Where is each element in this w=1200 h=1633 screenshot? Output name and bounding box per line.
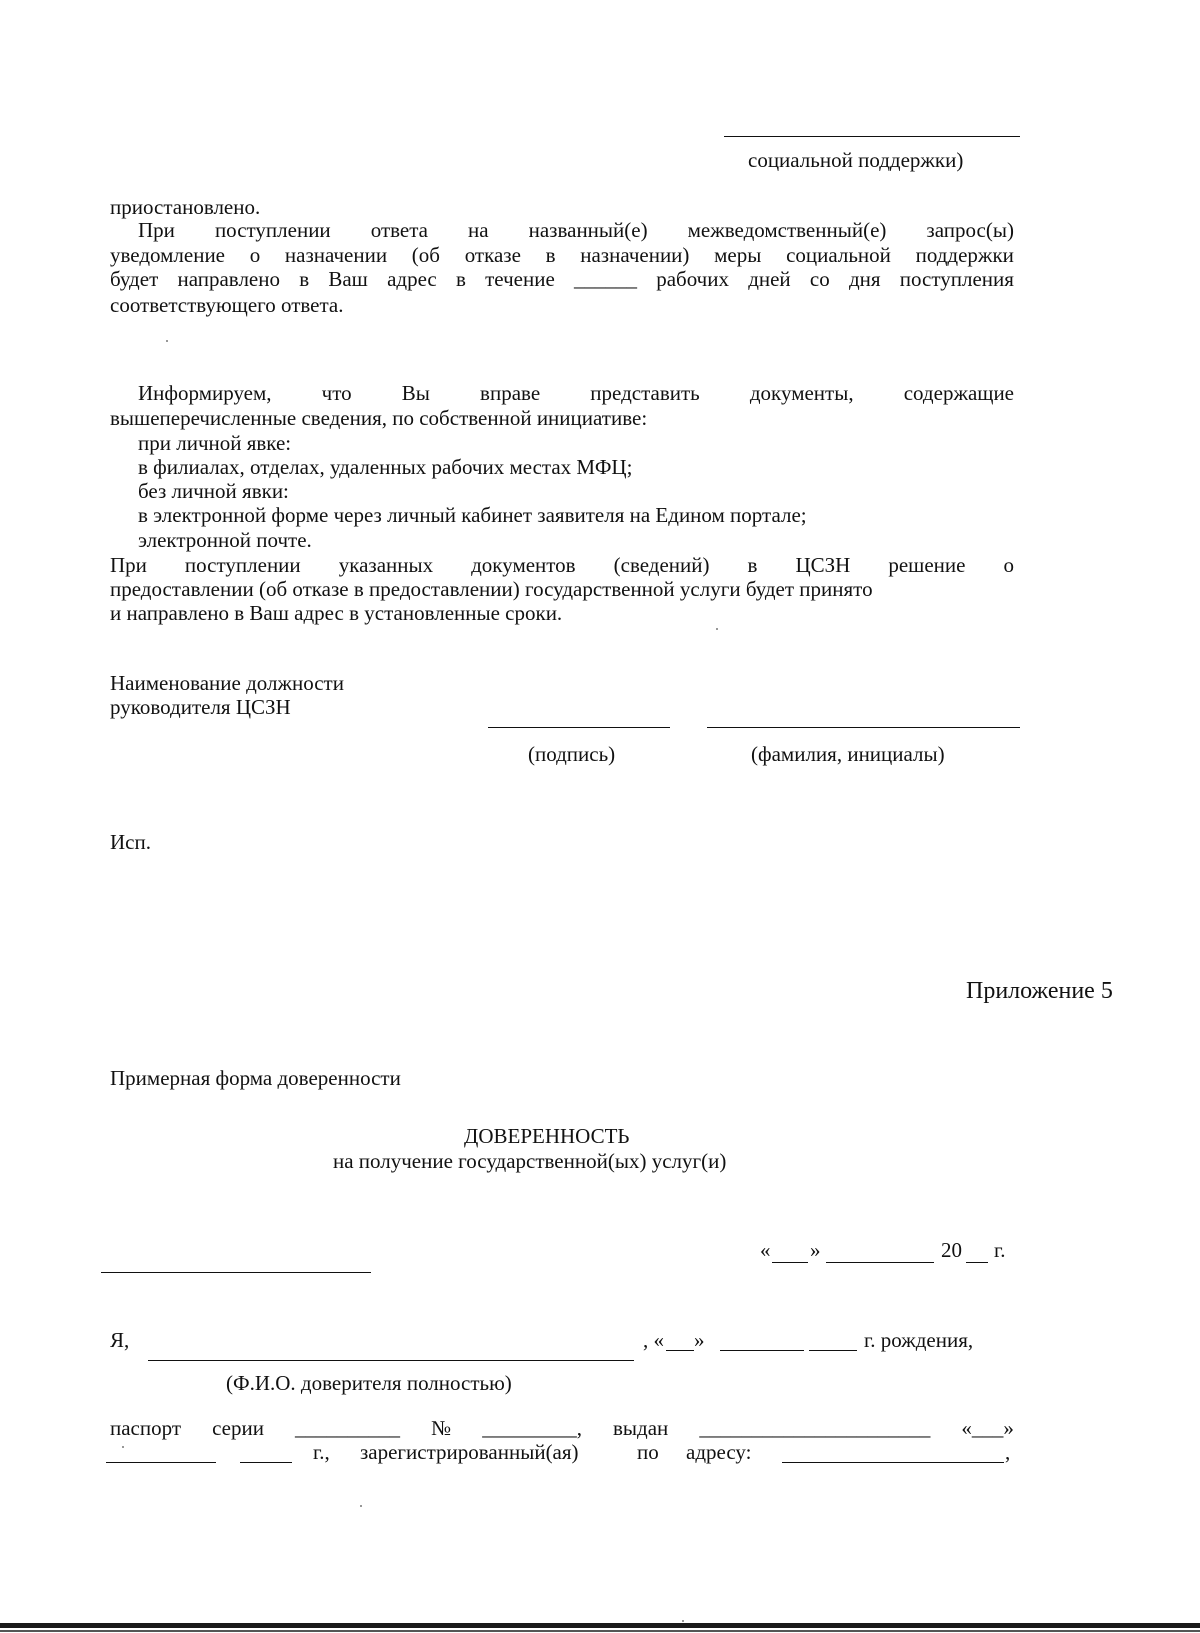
word: паспорт xyxy=(110,1416,182,1440)
birth-month-blank xyxy=(720,1350,804,1351)
word: дня xyxy=(848,267,881,291)
para1-line3 xyxy=(110,269,1014,290)
word: представить xyxy=(590,381,700,405)
passport-year-suffix: г., xyxy=(313,1440,330,1464)
passport-registered: зарегистрированный(ая) xyxy=(360,1440,579,1464)
position-title-line1: Наименование должности xyxy=(110,671,344,695)
word: запрос(ы) xyxy=(926,218,1014,242)
word: дней xyxy=(748,267,791,291)
word: указанных xyxy=(338,553,434,577)
word: При xyxy=(138,218,175,242)
word: поступления xyxy=(899,267,1014,291)
signature-caption: (подпись) xyxy=(528,742,616,766)
word: в xyxy=(545,243,556,267)
word: ответа xyxy=(370,218,428,242)
person-pronoun: Я, xyxy=(110,1328,130,1352)
word: поступлении xyxy=(214,218,331,242)
word: ______________________ xyxy=(699,1416,931,1440)
word: уведомление xyxy=(110,243,226,267)
word: в xyxy=(455,267,466,291)
top-signature-line xyxy=(724,136,1020,137)
scan-bottom-edge-shadow xyxy=(0,1630,1200,1632)
signature-line xyxy=(488,727,670,728)
para1-line2 xyxy=(110,245,1014,266)
date-year-blank xyxy=(966,1262,988,1263)
para2-line5: без личной явки: xyxy=(138,479,289,503)
word: Информируем, xyxy=(138,381,272,405)
name-caption: (фамилия, инициалы) xyxy=(751,742,945,766)
scan-bottom-edge xyxy=(0,1623,1200,1628)
date-close-quote: » xyxy=(810,1238,821,1262)
para2-line8 xyxy=(110,555,1014,576)
word: о xyxy=(249,243,261,267)
date-year-suffix: г. xyxy=(994,1238,1006,1262)
para2-line2: вышеперечисленные сведения, по собственной инициативе: xyxy=(110,406,648,430)
word: назначении xyxy=(284,243,388,267)
name-line xyxy=(707,727,1020,728)
date-day-blank xyxy=(772,1262,808,1263)
birth-day-blank xyxy=(666,1350,694,1351)
word: «___» xyxy=(961,1416,1014,1440)
birth-year-blank xyxy=(809,1350,857,1351)
appendix-title: Приложение 5 xyxy=(966,978,1113,1004)
word: вправе xyxy=(480,381,541,405)
word: ______ xyxy=(573,267,637,291)
word: серии xyxy=(212,1416,264,1440)
date-year-prefix: 20 xyxy=(941,1238,962,1262)
form-label: Примерная форма доверенности xyxy=(110,1066,401,1090)
fio-blank-line xyxy=(148,1360,634,1361)
top-caption: социальной поддержки) xyxy=(748,148,964,172)
para1-line1 xyxy=(138,220,1014,241)
passport-by: по xyxy=(637,1440,659,1464)
word: социальной xyxy=(786,243,891,267)
para2-line4: в филиалах, отделах, удаленных рабочих местах МФЦ; xyxy=(138,455,633,479)
word: При xyxy=(110,553,147,577)
word: __________ xyxy=(295,1416,401,1440)
place-blank-line xyxy=(101,1272,371,1273)
word: межведомственный(е) xyxy=(687,218,887,242)
position-title-line2: руководителя ЦСЗН xyxy=(110,695,291,719)
word: Ваш xyxy=(328,267,368,291)
scan-speck xyxy=(122,1446,124,1448)
passport-line1 xyxy=(110,1418,1014,1439)
address-blank-line xyxy=(782,1462,1004,1463)
word: поступлении xyxy=(184,553,301,577)
word: со xyxy=(809,267,830,291)
para2-line1 xyxy=(138,383,1014,404)
word: (об xyxy=(411,243,440,267)
birth-open: , « xyxy=(643,1328,664,1352)
word: ЦСЗН xyxy=(795,553,851,577)
para2-line9: предоставлении (об отказе в предоставлении) государственной услуги будет принято xyxy=(110,577,873,601)
word: Вы xyxy=(401,381,430,405)
passport-line-end: , xyxy=(1005,1440,1011,1464)
word: в xyxy=(747,553,758,577)
word: (сведений) xyxy=(613,553,710,577)
passport-address-label: адресу: xyxy=(686,1440,752,1464)
para2-line6: в электронной форме через личный кабинет заявителя на Едином портале; xyxy=(138,503,807,527)
passport-date-day-blank xyxy=(106,1462,216,1463)
word: № xyxy=(431,1416,452,1440)
scan-speck xyxy=(716,628,718,630)
word: в xyxy=(299,267,310,291)
para2-line10: и направлено в Ваш адрес в установленные сроки. xyxy=(110,601,563,625)
word: назначении) xyxy=(580,243,690,267)
date-month-blank xyxy=(826,1262,934,1263)
document-subtitle: на получение государственной(ых) услуг(и) xyxy=(333,1149,727,1173)
word: о xyxy=(1003,553,1014,577)
para1-line4: соответствующего ответа. xyxy=(110,293,344,317)
para2-line7: электронной почте. xyxy=(138,528,312,552)
scan-speck xyxy=(682,1620,684,1622)
fio-caption: (Ф.И.О. доверителя полностью) xyxy=(226,1371,512,1395)
word: поддержки xyxy=(915,243,1014,267)
word: _________, xyxy=(482,1416,582,1440)
executor-label: Исп. xyxy=(110,830,151,854)
scan-speck xyxy=(360,1505,362,1507)
scan-speck xyxy=(166,340,168,342)
document-title: ДОВЕРЕННОСТЬ xyxy=(464,1124,630,1148)
word: документов xyxy=(471,553,576,577)
date-open-quote: « xyxy=(760,1238,771,1262)
word: решение xyxy=(888,553,966,577)
word: отказе xyxy=(464,243,521,267)
word: что xyxy=(321,381,352,405)
para2-line3: при личной явке: xyxy=(138,431,292,455)
passport-date-year-blank xyxy=(240,1462,292,1463)
word: рабочих xyxy=(656,267,729,291)
word: содержащие xyxy=(903,381,1014,405)
word: меры xyxy=(714,243,762,267)
word: направлено xyxy=(177,267,280,291)
word: на xyxy=(468,218,489,242)
word: выдан xyxy=(613,1416,669,1440)
word: адрес xyxy=(387,267,437,291)
word: будет xyxy=(110,267,159,291)
word: названный(е) xyxy=(528,218,648,242)
word: течение xyxy=(485,267,555,291)
word: документы, xyxy=(749,381,854,405)
birth-suffix: г. рождения, xyxy=(864,1328,974,1352)
para1-line0: приостановлено. xyxy=(110,195,261,219)
birth-close: » xyxy=(694,1328,705,1352)
